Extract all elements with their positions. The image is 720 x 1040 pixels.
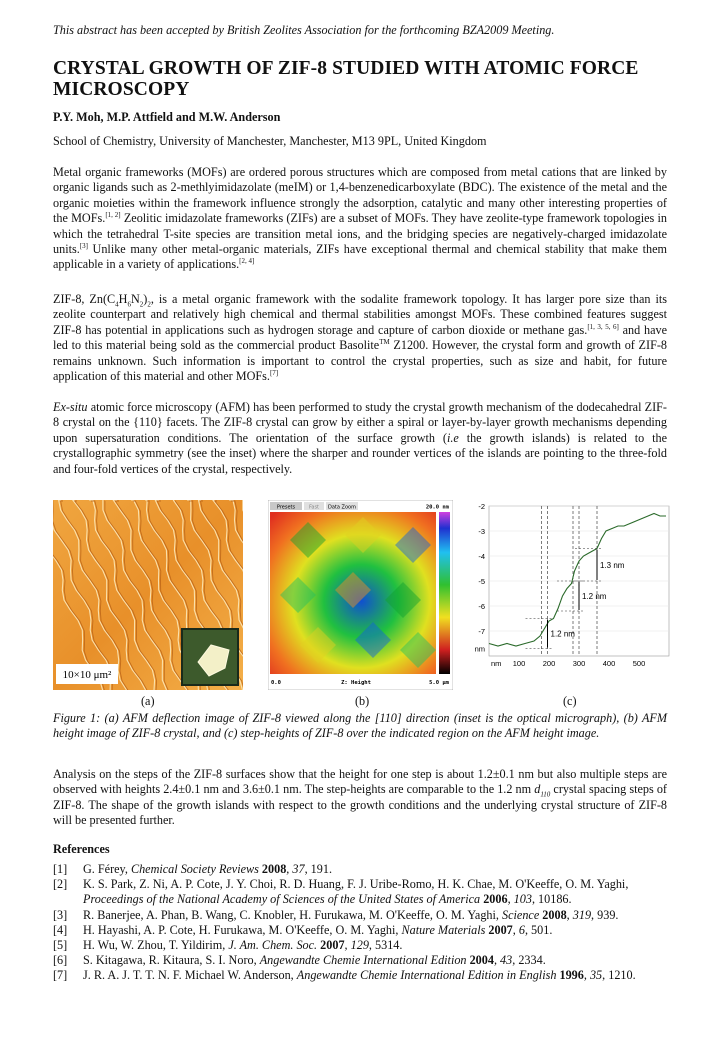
panel-b-label: (b) xyxy=(355,694,370,708)
y-tick-label: -2 xyxy=(478,502,485,511)
reference-item xyxy=(53,953,667,968)
acceptance-notice: This abstract has been accepted by British Zeolites Association for the forthcoming BZA2009 Meeting. xyxy=(53,23,555,37)
author-list: P.Y. Moh, M.P. Attfield and M.W. Anderson xyxy=(53,110,281,124)
citation: [1, 2] xyxy=(105,211,121,220)
tab-presets: Presets xyxy=(276,504,296,511)
reference-text: H. Hayashi, A. P. Cote, H. Furukawa, M. O'Keeffe, O. M. Yaghi, Nature Materials 2007, 6, 501. xyxy=(83,922,553,937)
paragraph-zif8: ZIF-8, $Zn(C_4H_6N_2)_2$, is a metal organic framework with the sodalite framework topology. It has larger pore size than its zeolite counterpart and relatively high chemical and thermal stabilities amongst MOFs. These combined features suggest ZIF-8 has potential in applications such as hydrogen storage and capture of carbon dioxide or methane gas.[1, 3, 5, 6] and have led to this material being sold as the commercial product Basolite™ Z1200. However, the crystal form and growth of ZIF-8 remains unknown. Such information is important to control the crystal properties, such as size and habit, for future application of this material and other MOFs.[7] xyxy=(53,292,667,384)
tab-fast: Fast xyxy=(308,504,320,511)
reference-number: [6] xyxy=(53,953,68,968)
paper-title: CRYSTAL GROWTH OF ZIF-8 STUDIED WITH ATOMIC FORCE MICROSCOPY xyxy=(53,58,639,100)
step-height-label: 1.2 nm xyxy=(582,592,607,601)
x-tick-label: 100 xyxy=(512,659,526,668)
paragraph-intro: Metal organic frameworks (MOFs) are ordered porous structures which are composed from metal cations that are linked by organic ligands such as 2-methlyimidazolate (meIM) or 1,4-benzenedicarboxylate (BDC). The existence of the metal and the organic moieties within the framework influence strongly the adsorption, catalytic and many other interesting properties of the MOFs.[1, 2] Zeolitic imidazolate frameworks (ZIFs) are a subset of MOFs. They have zeolite-type framework topologies in which the tetrahedral T-site species are transition metal ions, and the bridging species are negatively-charged imidazolate units.[3] Unlike many other metal-organic materials, ZIFs have exceptional thermal and chemical stability that make them applicable in a variety of applications.[2, 4] xyxy=(53,165,667,272)
y-tick-label: -4 xyxy=(478,552,485,561)
references-heading: References xyxy=(53,842,110,856)
paragraph-analysis: Analysis on the steps of the ZIF-8 surfaces show that the height for one step is about 1.2±0.1 nm but also multiple steps are observed with heights 2.4±0.1 nm and 3.6±0.1 nm. The step-heights are comparable to the 1.2 nm $d_{110}$ crystal spacing steps of ZIF-8. The shape of the growth islands with respect to the growth conditions and the underlying crystal structure of ZIF-8 will be presented further. xyxy=(53,767,667,828)
y-tick-label: -3 xyxy=(478,527,485,536)
reference-number: [2] xyxy=(53,877,68,892)
reference-text: G. Férey, Chemical Society Reviews 2008, 37, 191. xyxy=(83,862,332,876)
figure-1 xyxy=(53,500,667,710)
reference-item xyxy=(53,938,667,953)
afm-height-image xyxy=(268,500,453,690)
reference-text: K. S. Park, Z. Ni, A. P. Cote, J. Y. Choi, R. D. Huang, F. J. Uribe-Romo, H. K. Chae, M. O'Keeffe, O. M. Yaghi, Proceedings of the National Academy of Sciences of the United States of America 2006, 103, 10186. xyxy=(83,877,629,907)
step-height-label: 1.2 nm xyxy=(550,629,575,639)
reference-text: H. Wu, W. Zhou, T. Yildirim, J. Am. Chem. Soc. 2007, 129, 5314. xyxy=(83,938,403,953)
y-tick-label: -5 xyxy=(478,577,485,586)
panel-c-label: (c) xyxy=(563,694,577,708)
x-tick-label: 400 xyxy=(602,659,616,668)
x-axis-end: 5.0 μm xyxy=(429,680,449,686)
reference-number: [7] xyxy=(53,968,68,983)
reference-item xyxy=(53,877,667,907)
y-tick-label: -7 xyxy=(478,627,485,636)
y-unit-label: nm xyxy=(474,644,485,654)
citation: [3] xyxy=(79,241,88,250)
reference-item xyxy=(53,968,667,983)
citation: [2, 4] xyxy=(239,257,255,266)
trademark-mark: TM xyxy=(379,338,390,347)
step-height-chart xyxy=(467,500,679,670)
reference-text: S. Kitagawa, R. Kitaura, S. I. Noro, Angewandte Chemie International Edition 2004, 43, 2334. xyxy=(83,953,546,968)
affiliation: School of Chemistry, University of Manchester, Manchester, M13 9PL, United Kingdom xyxy=(53,134,487,148)
x-tick-label: 300 xyxy=(572,659,586,668)
reference-text: R. Banerjee, A. Phan, B. Wang, C. Knobler, H. Furukawa, M. O'Keeffe, O. M. Yaghi, Science 2008, 319, 939. xyxy=(83,907,619,922)
reference-number: [1] xyxy=(53,862,68,876)
x-axis-start: 0.0 xyxy=(271,680,281,686)
reference-number: [5] xyxy=(53,938,68,953)
reference-item xyxy=(53,908,667,923)
reference-number: [4] xyxy=(53,922,68,937)
reference-list xyxy=(53,862,667,984)
panel-a-label: (a) xyxy=(141,694,155,708)
scale-label: 10×10 μm² xyxy=(62,669,112,681)
x-tick-label: 200 xyxy=(542,659,556,668)
figure-caption: Figure 1: (a) AFM deflection image of ZIF-8 viewed along the [110] direction (inset is the optical micrograph), (b) AFM height image of ZIF-8 crystal, and (c) step-heights of ZIF-8 over the indicated region on the AFM height image. xyxy=(53,711,667,741)
tab-data-zoom: Data Zoom xyxy=(328,504,356,511)
x-unit-label: nm xyxy=(491,659,502,668)
z-scale-max: 20.0 nm xyxy=(425,504,449,511)
reference-number: [3] xyxy=(53,907,68,922)
step-height-label: 1.3 nm xyxy=(600,560,625,570)
citation: [7] xyxy=(269,368,279,377)
y-tick-label: -6 xyxy=(478,602,485,611)
reference-text: J. R. A. J. T. T. N. F. Michael W. Anderson, Angewandte Chemie International Edition in English 1996, 35, 1210. xyxy=(83,968,636,983)
afm-deflection-image xyxy=(53,500,243,690)
z-height-label: Z: Height xyxy=(341,680,371,686)
citation: [1, 3, 5, 6] xyxy=(587,322,619,331)
x-tick-label: 500 xyxy=(632,659,646,668)
paragraph-afm: Ex-situ atomic force microscopy (AFM) has been performed to study the crystal growth mechanism of the dodecahedral ZIF-8 crystal on the {110} facets. The ZIF-8 crystal can grow by either a spiral or layer-by-layer growth mechanisms depending upon supersaturation conditions. The orientation of the surface growth (i.e the growth islands) is related to the crystallographic symmetry (see the inset) where the sharper and rounder vertices of the islands are pointing to the three-fold and four-fold vertices of the crystal, respectively. xyxy=(53,400,667,476)
reference-item xyxy=(53,923,667,938)
reference-item xyxy=(53,862,667,877)
